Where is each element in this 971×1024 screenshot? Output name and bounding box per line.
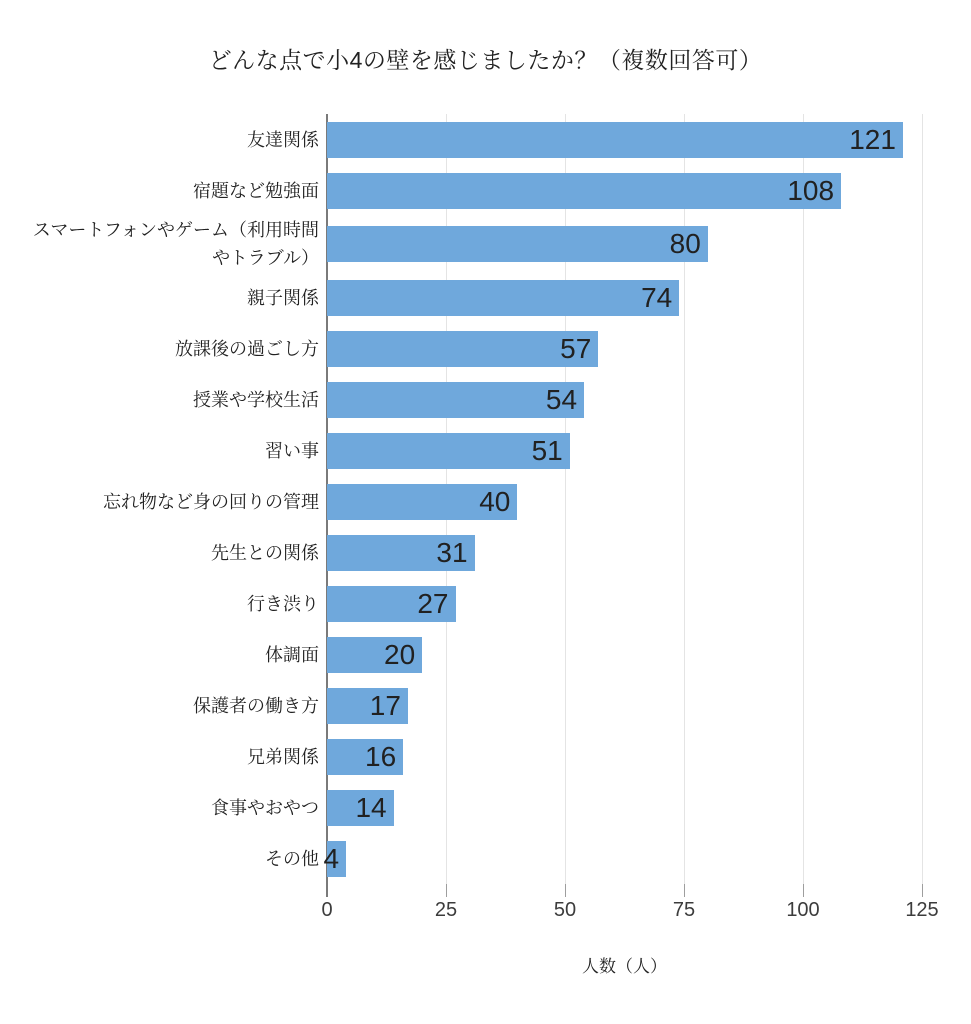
value-label: 4 [323, 842, 340, 874]
bar [327, 280, 679, 316]
bar-track [327, 382, 922, 418]
bar-row [0, 578, 922, 629]
bar [327, 586, 456, 622]
tick-mark [565, 884, 566, 897]
x-tick-label: 75 [672, 899, 696, 921]
category-label: 親子関係 [247, 287, 319, 308]
chart-title: どんな点で小4の壁を感じましたか？（複数回答可） [208, 47, 763, 73]
value-label: 17 [369, 689, 401, 721]
value-label: 16 [365, 740, 397, 772]
value-label: 108 [787, 174, 835, 206]
bar-row [0, 216, 922, 272]
value-label: 54 [545, 383, 578, 415]
bar-row [0, 425, 922, 476]
bar-row [0, 782, 922, 833]
x-tick-label: 0 [321, 899, 333, 921]
bar-row [0, 731, 922, 782]
value-label: 51 [531, 434, 563, 466]
bar-row [0, 374, 922, 425]
tick-mark [922, 884, 923, 897]
tick-mark [684, 884, 685, 897]
category-label: 授業や学校生活 [193, 389, 319, 410]
category-label: 先生との関係 [211, 542, 319, 563]
bar-track [327, 790, 922, 826]
category-label: 体調面 [265, 644, 319, 665]
tick-mark [803, 884, 804, 897]
bar-track [327, 535, 922, 571]
bar-track [323, 841, 922, 877]
value-label: 74 [641, 281, 673, 313]
category-label: 保護者の働き方 [193, 695, 319, 716]
bar-row [0, 680, 922, 731]
value-label: 20 [384, 638, 416, 670]
category-label: その他 [265, 848, 319, 869]
x-axis-tick-labels [321, 899, 939, 923]
value-label: 14 [355, 791, 387, 823]
category-label: 行き渋り [247, 593, 319, 614]
value-label: 27 [417, 587, 449, 619]
value-label: 40 [479, 485, 511, 517]
bar-row [0, 476, 922, 527]
category-label: 習い事 [265, 440, 319, 461]
category-label: 兄弟関係 [247, 746, 319, 767]
bar [327, 535, 475, 571]
bar [323, 841, 346, 877]
bar-row [0, 323, 922, 374]
bar-row [0, 272, 922, 323]
bar-row [0, 114, 922, 165]
bar [327, 739, 403, 775]
bar [327, 433, 570, 469]
tick-mark [326, 884, 328, 897]
x-tick-label: 125 [905, 899, 939, 921]
x-tick-label: 25 [434, 899, 458, 921]
bar [327, 331, 598, 367]
bar-track [327, 484, 922, 520]
x-tick-label: 50 [553, 899, 577, 921]
bar-track [327, 688, 922, 724]
bar-row [0, 527, 922, 578]
category-label: 友達関係 [247, 129, 319, 150]
bar [327, 382, 584, 418]
bar-track [327, 122, 922, 158]
tick-mark [446, 884, 447, 897]
value-label: 57 [560, 332, 592, 364]
category-label: 忘れ物など身の回りの管理 [103, 491, 319, 512]
bar-row [0, 833, 922, 884]
bar [327, 688, 408, 724]
bar-track [327, 637, 922, 673]
bar [327, 484, 517, 520]
x-axis-tick-marks [327, 884, 922, 897]
bar-track [327, 331, 922, 367]
bar-track [327, 280, 922, 316]
bar-track [327, 586, 922, 622]
value-label: 121 [849, 123, 896, 155]
category-label: スマートフォンやゲーム（利用時間やトラブル） [32, 220, 319, 268]
category-label: 放課後の過ごし方 [175, 338, 319, 359]
bar [327, 173, 841, 209]
bar-row [0, 629, 922, 680]
bar-track [327, 433, 922, 469]
bar [327, 790, 394, 826]
bar-track [327, 739, 922, 775]
bar-row [0, 165, 922, 216]
gridline [922, 114, 923, 884]
bar [327, 226, 708, 262]
bar-track [327, 173, 922, 209]
bar [327, 122, 903, 158]
category-label: 宿題など勉強面 [193, 180, 319, 201]
x-tick-label: 100 [786, 899, 820, 921]
x-axis-title: 人数（人） [582, 957, 667, 976]
bar-rows [0, 114, 922, 884]
value-label: 80 [669, 228, 701, 259]
bar-track [327, 226, 922, 262]
value-label: 31 [436, 536, 468, 568]
category-label: 食事やおやつ [211, 797, 319, 818]
bar [327, 637, 422, 673]
